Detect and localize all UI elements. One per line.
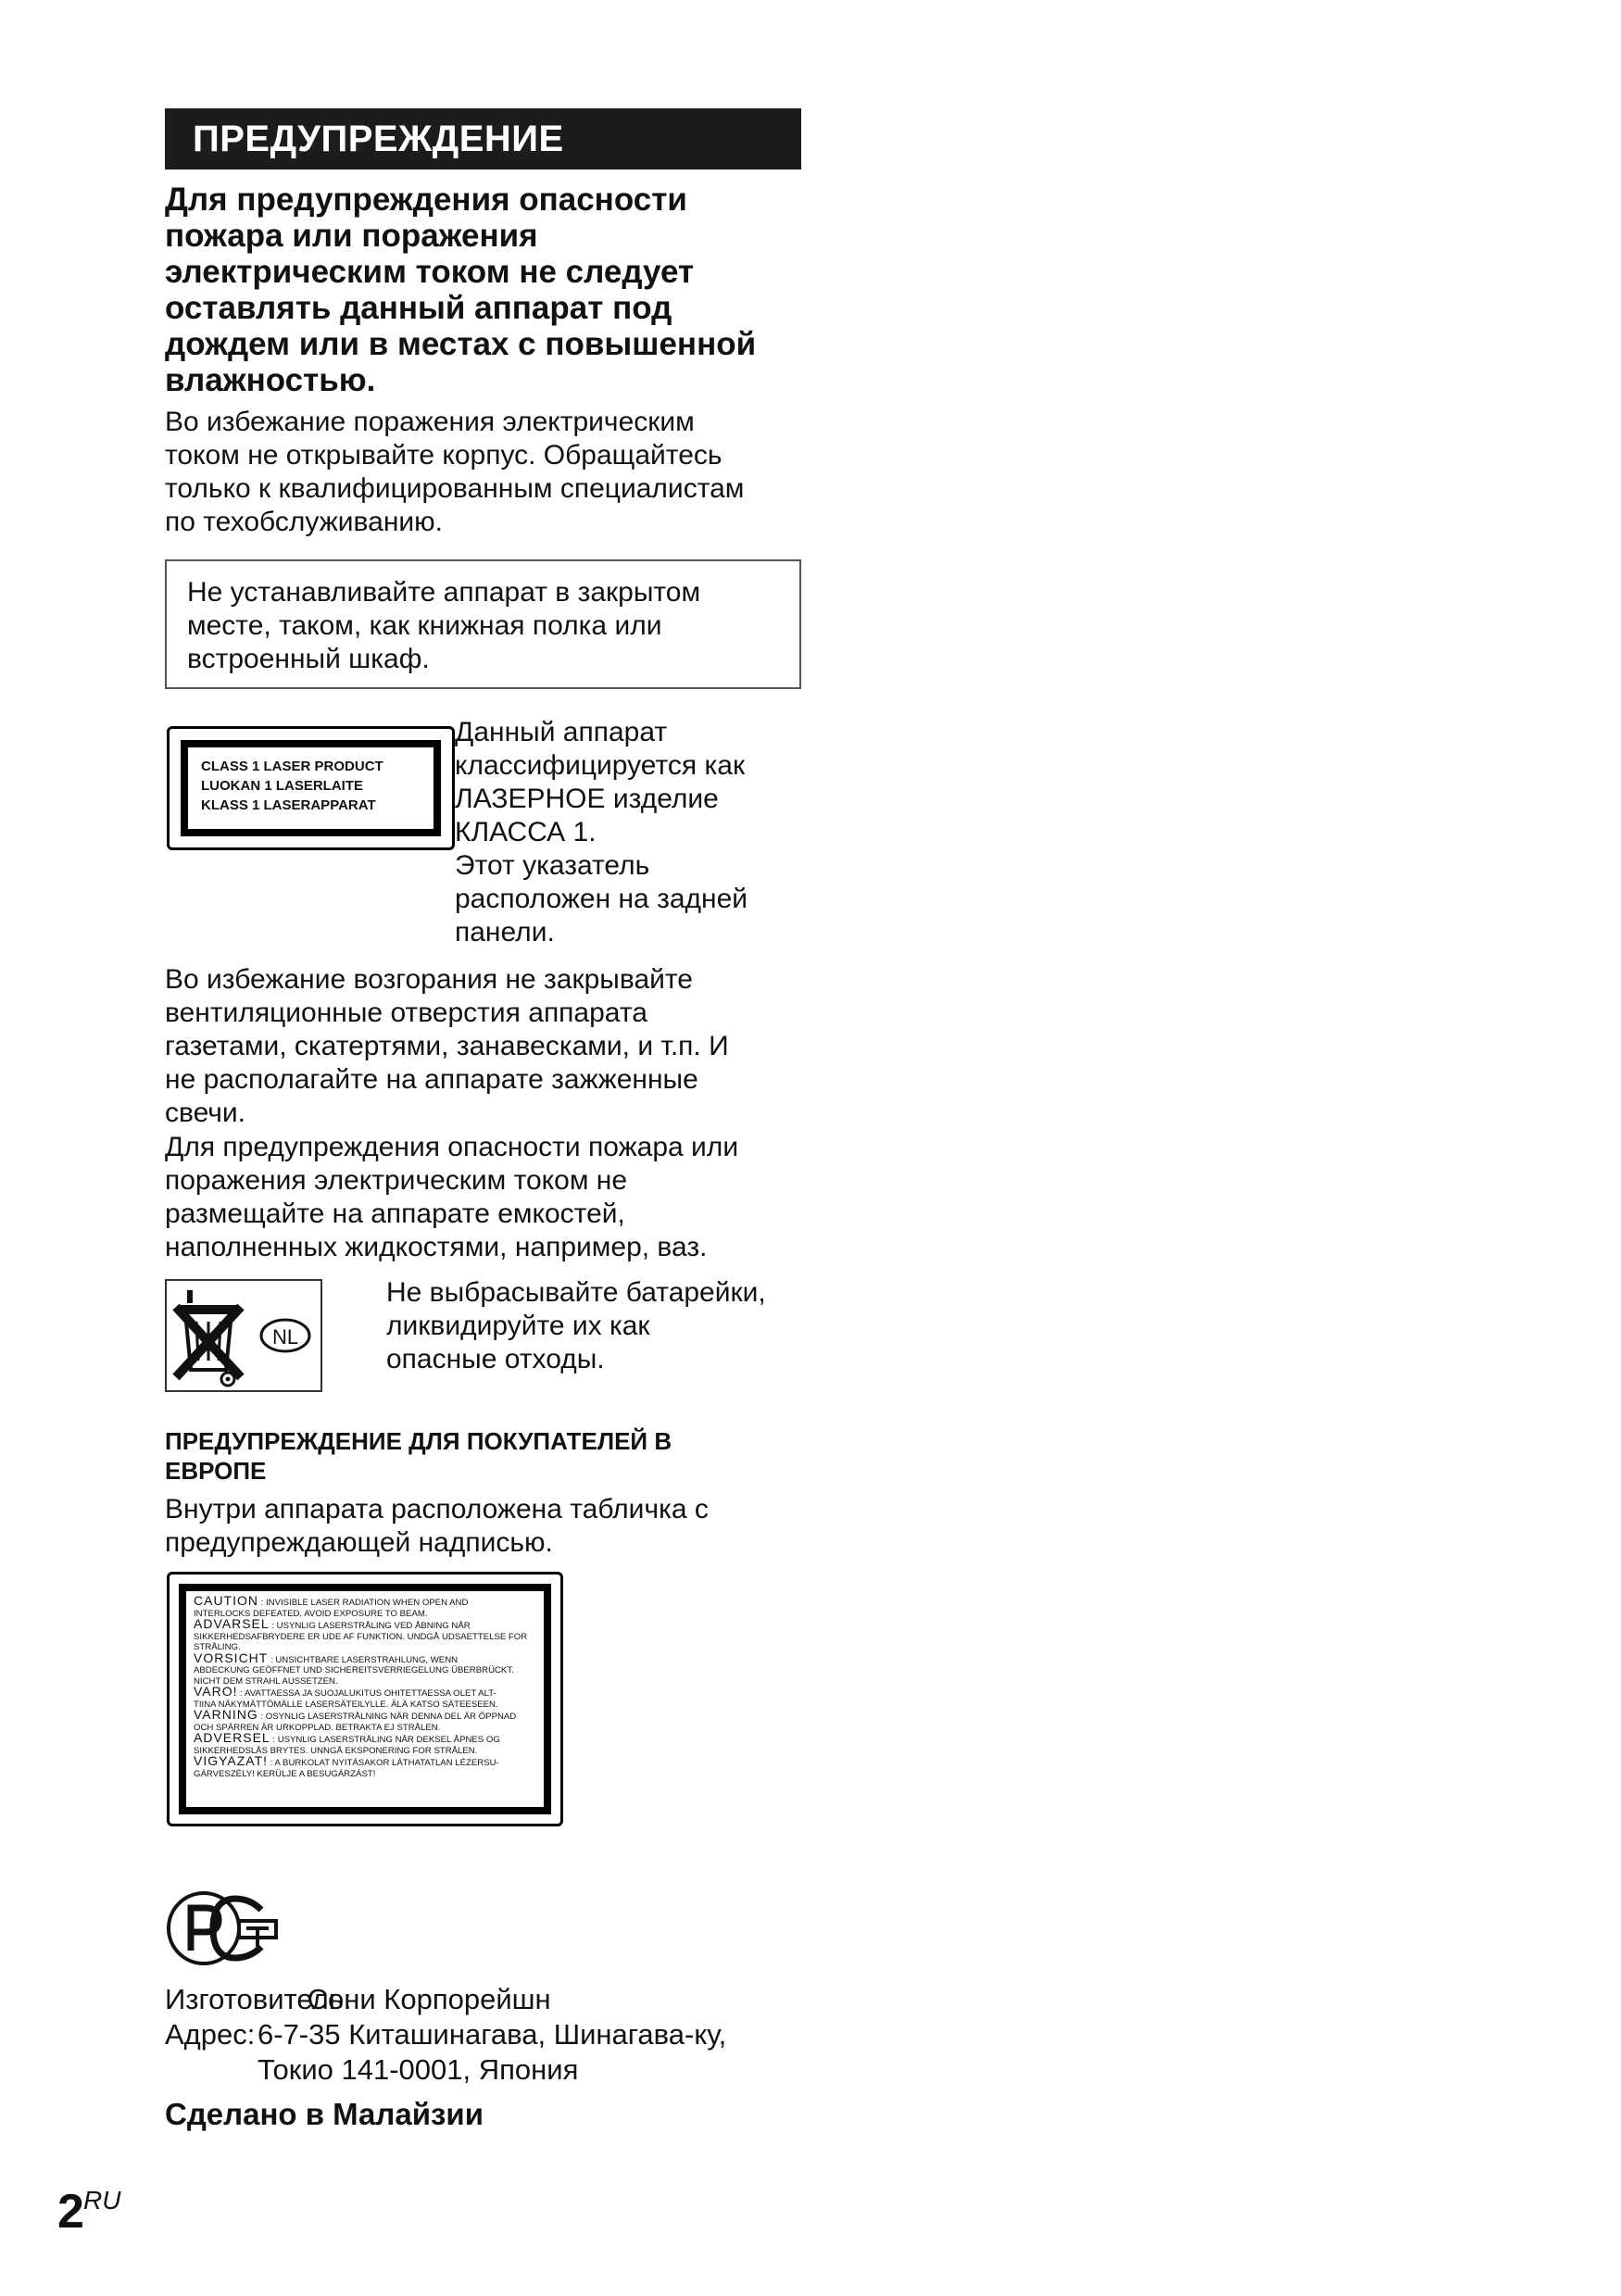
caution-row: ADVERSEL : USYNLIG LASERSTRÅLING NÅR DEKSEL ÅPNES OG SIKKERHEDSLÅS BRYTES. UNNGÅ EKSPONERING FOR STRÅLEN. <box>194 1730 500 1756</box>
laser-class-description: Данный аппарат классифицируется как ЛАЗЕРНОЕ изделие КЛАССА 1. Этот указатель расположен на задней панели. <box>455 717 748 947</box>
gost-r-certification-logo <box>165 1889 282 1967</box>
caution-row: VARO! : AVATTAESSA JA SUOJALUKITUS OHITETTAESSA OLET ALT- TIINA NÄKYMÄTTÖMÄLLE LASERSÄTEILYLLE. ÄLÄ KATSO SÄTEESEEN. <box>194 1684 498 1710</box>
europe-warning-heading: ПРЕДУПРЕЖДЕНИЕ ДЛЯ ПОКУПАТЕЛЕЙ В ЕВРОПЕ <box>165 1427 672 1485</box>
europe-warning-paragraph: Внутри аппарата расположена табличка с предупреждающей надписью. <box>165 1494 709 1558</box>
cover-warning-paragraph: Во избежание поражения электрическим током не открывайте корпус. Обращайтесь только к квалифицированным специалистам по техобслуживанию. <box>165 407 745 537</box>
address-line1: 6-7-35 Киташинагава, Шинагава-ку, <box>258 2018 727 2051</box>
caution-row: ADVARSEL : USYNLIG LASERSTRÅLING VED ÅBNING NÅR SIKKERHEDSAFBRYDERE ER UDE AF FUNKTION. UNDGÅ UDSAETTELSE FOR STRÅLING. <box>194 1616 528 1652</box>
manufacturer-name: Сони Корпорейшн <box>307 1983 551 2015</box>
pct-mark-icon <box>165 1889 282 1967</box>
address-line2: Токио 141-0001, Япония <box>258 2053 579 2086</box>
address-label: Адрес: <box>165 2018 256 2051</box>
caution-row: CAUTION : INVISIBLE LASER RADIATION WHEN OPEN AND INTERLOCKS DEFEATED. AVOID EXPOSURE TO BEAM. <box>194 1593 469 1619</box>
laser-caution-label <box>167 1572 563 1826</box>
section-title: ПРЕДУПРЕЖДЕНИЕ <box>165 108 801 169</box>
installation-notice-box: Не устанавливайте аппарат в закрытом месте, таком, как книжная полка или встроенный шкаф. <box>165 559 801 689</box>
manufacturer-info <box>165 1982 832 2088</box>
liquids-paragraph: Для предупреждения опасности пожара или поражения электрическим током не размещайте на аппарате емкостей, наполненных жидкостями, например, ваз. <box>165 1132 739 1262</box>
nl-badge: NL <box>271 1325 299 1349</box>
crossed-bin-icon <box>167 1281 320 1390</box>
page-number: 2 <box>57 2185 84 2239</box>
caution-row: VARNING : OSYNLIG LASERSTRÅLNING NÄR DENNA DEL ÄR ÖPPNAD OCH SPÄRREN ÄR URKOPPLAD. BETRAKTA EJ STRÅLEN. <box>194 1707 517 1733</box>
caution-row: VORSICHT : UNSICHTBARE LASERSTRAHLUNG, WENN ABDECKUNG GEÖFFNET UND SICHEREITSVERRIEGELUNG ÜBERBRÜCKT. NICHT DEM STRAHL AUSSETZEN. <box>194 1650 514 1687</box>
fire-shock-warning: Для предупреждения опасности пожара или поражения электрическим током не следует оставлять данный аппарат под дождем или в местах с повышенной влажностью. <box>165 182 757 398</box>
page-language-suffix: RU <box>83 2186 121 2214</box>
class1-laser-label: CLASS 1 LASER PRODUCT LUOKAN 1 LASERLAITE KLASS 1 LASERAPPARAT <box>167 726 455 850</box>
ventilation-paragraph: Во избежание возгорания не закрывайте вентиляционные отверстия аппарата газетами, скатертями, занавесками, и т.п. И не располагайте на аппарате зажженные свечи. <box>165 964 729 1128</box>
country-of-origin: Сделано в Малайзии <box>165 2097 484 2131</box>
manufacturer-label: Изготовитель: <box>165 1983 352 2015</box>
battery-disposal-symbol <box>165 1279 322 1392</box>
caution-row: VIGYAZAT! : A BURKOLAT NYITÁSAKOR LÁTHATATLAN LÉZERSU- GÁRVESZÉLY! KERÜLJE A BESUGÁRZÁST! <box>194 1753 499 1779</box>
battery-disposal-text: Не выбрасывайте батарейки, ликвидируйте их как опасные отходы. <box>386 1277 766 1374</box>
